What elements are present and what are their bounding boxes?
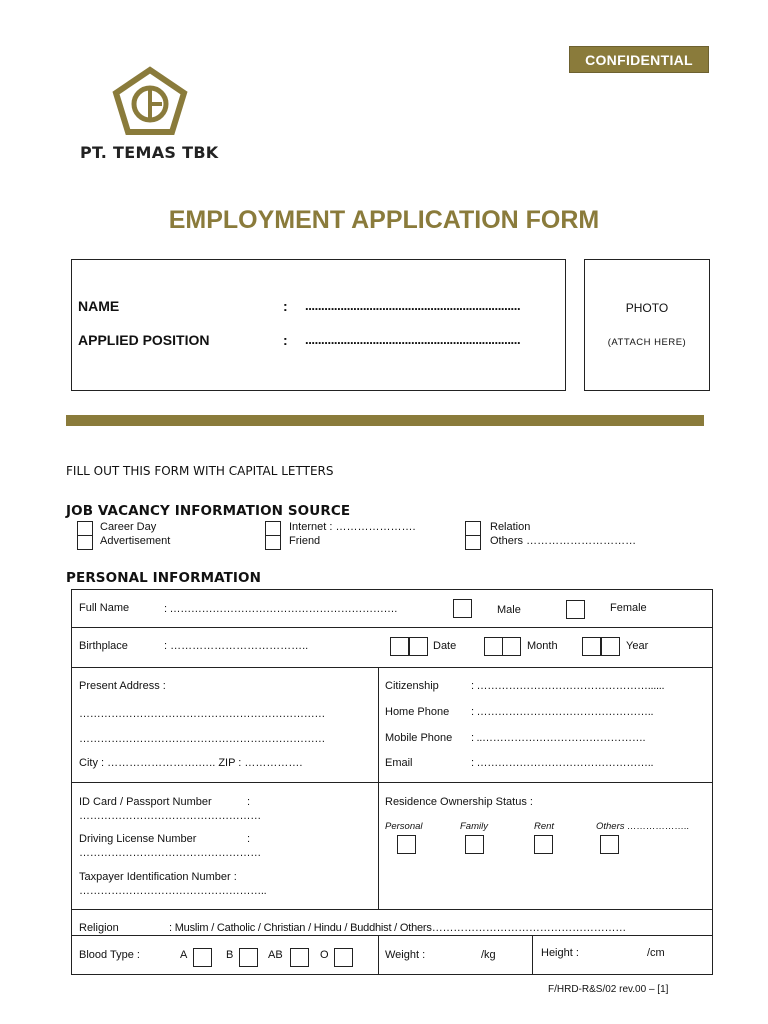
blood-ab-checkbox[interactable] (290, 948, 309, 967)
page-title: EMPLOYMENT APPLICATION FORM (168, 206, 600, 234)
citizenship-field[interactable]: : …………………………………………...... (471, 680, 665, 692)
confidential-text: CONFIDENTIAL (585, 52, 693, 68)
residence-personal-checkbox[interactable] (397, 835, 416, 854)
residence-rent-checkbox[interactable] (534, 835, 553, 854)
divider-bar (66, 415, 704, 426)
year-label: Year (626, 640, 649, 652)
position-colon: : (283, 332, 288, 348)
photo-hint: (ATTACH HERE) (607, 337, 687, 348)
residence-family-label: Family (460, 821, 488, 832)
home-phone-label: Home Phone (385, 706, 450, 718)
city-zip-field[interactable]: City : …………………….….. ZIP : ……………. (79, 757, 303, 769)
year-digit-box[interactable] (601, 637, 620, 656)
taxpayer-label: Taxpayer Identification Number : (79, 871, 237, 883)
applicant-box (71, 259, 566, 391)
internet-checkbox[interactable] (265, 521, 281, 536)
position-label: APPLIED POSITION (78, 332, 210, 348)
residence-others-label: Others ……………….. (596, 821, 690, 832)
name-field[interactable]: ................................................................... (305, 298, 521, 313)
email-label: Email (385, 757, 413, 769)
column-divider (378, 667, 379, 909)
id-card-colon: : (247, 796, 251, 808)
row-divider (71, 909, 713, 910)
religion-options[interactable]: : Muslim / Catholic / Christian / Hindu / Buddhist / Others……………………………………………… (169, 922, 627, 934)
mobile-phone-label: Mobile Phone (385, 732, 453, 744)
birthplace-field[interactable]: : ……………………………….. (164, 640, 309, 652)
present-address-label: Present Address : (79, 680, 166, 692)
residence-label: Residence Ownership Status : (385, 796, 533, 808)
home-phone-field[interactable]: : ………………………………………….. (471, 706, 654, 718)
blood-a-checkbox[interactable] (193, 948, 212, 967)
email-field[interactable]: : ………………………………………….. (471, 757, 654, 769)
citizenship-label: Citizenship (385, 680, 439, 692)
position-field[interactable]: ................................................................... (305, 332, 521, 347)
weight-label: Weight : (385, 949, 426, 961)
company-logo (110, 66, 190, 138)
blood-o-label: O (320, 949, 329, 961)
male-label: Male (497, 604, 521, 616)
female-label: Female (610, 602, 647, 614)
driving-license-label: Driving License Number (79, 833, 197, 845)
residence-family-checkbox[interactable] (465, 835, 484, 854)
advertisement-checkbox[interactable] (77, 535, 93, 550)
weight-unit[interactable]: /kg (481, 949, 496, 961)
blood-b-checkbox[interactable] (239, 948, 258, 967)
relation-label: Relation (490, 521, 531, 533)
blood-ab-label: AB (268, 949, 283, 961)
blood-o-checkbox[interactable] (334, 948, 353, 967)
pentagon-ce-logo-icon (110, 66, 190, 138)
column-divider (532, 935, 533, 975)
confidential-badge (569, 46, 709, 73)
row-divider (71, 782, 713, 783)
id-card-label: ID Card / Passport Number (79, 796, 212, 808)
full-name-field[interactable]: : ………………………………………………………. (164, 603, 397, 615)
year-digit-box[interactable] (582, 637, 601, 656)
id-card-field[interactable]: …………………………………………… (79, 810, 261, 822)
full-name-label: Full Name (79, 602, 130, 614)
blood-type-label: Blood Type : (79, 949, 140, 961)
career-day-checkbox[interactable] (77, 521, 93, 536)
birthplace-label: Birthplace (79, 640, 128, 652)
friend-checkbox[interactable] (265, 535, 281, 550)
residence-personal-label: Personal (385, 821, 423, 832)
row-divider (71, 627, 713, 628)
name-label: NAME (78, 298, 120, 314)
others-label: Others ………………………… (490, 535, 637, 547)
name-colon: : (283, 298, 288, 314)
form-code: F/HRD-R&S/02 rev.00 – [1] (548, 984, 669, 995)
residence-rent-label: Rent (534, 821, 555, 832)
friend-label: Friend (289, 535, 321, 547)
residence-others-checkbox[interactable] (600, 835, 619, 854)
relation-checkbox[interactable] (465, 521, 481, 536)
address-line-1[interactable]: …………………………………………………………… (79, 708, 326, 720)
month-digit-box[interactable] (484, 637, 503, 656)
row-divider (71, 667, 713, 668)
advertisement-label: Advertisement (100, 535, 171, 547)
blood-b-label: B (226, 949, 234, 961)
height-unit[interactable]: /cm (647, 947, 665, 959)
column-divider (378, 935, 379, 975)
photo-label: PHOTO (625, 301, 669, 315)
career-day-label: Career Day (100, 521, 157, 533)
driving-license-field[interactable]: …………………………………………… (79, 847, 261, 859)
company-name: PT. TEMAS TBK (80, 143, 219, 162)
address-line-2[interactable]: …………………………………………………………… (79, 733, 326, 745)
row-divider (71, 935, 713, 936)
driving-license-colon: : (247, 833, 251, 845)
internet-label: Internet : …………………. (289, 521, 416, 533)
photo-box[interactable] (584, 259, 710, 391)
mobile-phone-field[interactable]: : ..………………………………………. (471, 732, 646, 744)
taxpayer-field[interactable]: …………………………………………….. (79, 885, 267, 897)
date-digit-box[interactable] (390, 637, 409, 656)
others-checkbox[interactable] (465, 535, 481, 550)
female-checkbox[interactable] (566, 600, 585, 619)
personal-heading: PERSONAL INFORMATION (66, 570, 262, 586)
month-digit-box[interactable] (502, 637, 521, 656)
male-checkbox[interactable] (453, 599, 472, 618)
instruction-text: FILL OUT THIS FORM WITH CAPITAL LETTERS (66, 464, 334, 478)
date-digit-box[interactable] (409, 637, 428, 656)
religion-label: Religion (79, 922, 119, 934)
date-label: Date (433, 640, 457, 652)
vacancy-heading: JOB VACANCY INFORMATION SOURCE (66, 503, 351, 519)
month-label: Month (527, 640, 558, 652)
blood-a-label: A (180, 949, 188, 961)
height-label: Height : (541, 947, 579, 959)
